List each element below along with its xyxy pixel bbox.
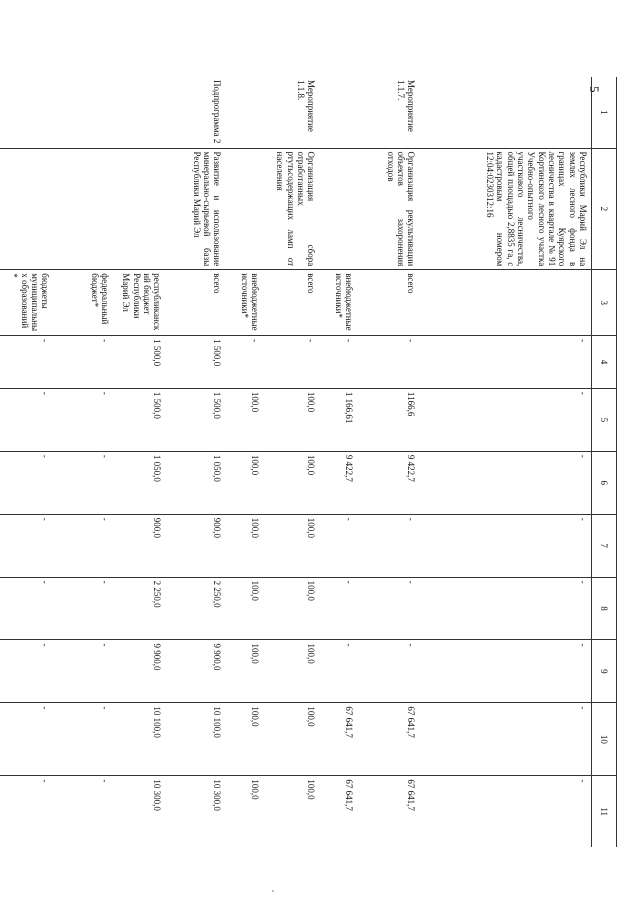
value-cell: 10 300,0 [152,779,163,811]
value-cell: 1 050,0 [114,451,166,514]
value-cell: 100,0 [264,388,320,451]
measure-name-cell: Организация сбора отработанных ртутьсодержащих ламп от населения [264,148,320,270]
value-cell: - [54,640,114,703]
value-cell: - [54,514,114,577]
value-cell: 1 500,0 [114,336,166,389]
value-cell: - [264,336,320,389]
value-cell: 1 500,0 [166,336,226,389]
value-cell: - [420,451,592,514]
table-row [358,77,420,847]
table-row [320,77,358,847]
table-row [226,77,264,847]
value-cell: - [100,779,111,783]
value-cell: - [0,577,54,640]
value-cell: 10 300,0 [212,779,223,811]
value-cell: 100,0 [226,577,264,640]
value-cell: - [420,336,592,389]
header-cell: 10 [592,703,617,776]
value-cell: - [54,388,114,451]
measure-name-cell [0,148,54,270]
value-cell: 1 500,0 [166,388,226,451]
value-cell: 100,0 [226,640,264,703]
value-cell: - [226,336,264,389]
value-cell: 67 641,7 [406,779,417,811]
header-cell: 11 [592,776,617,847]
header-cell: 1 [592,77,617,148]
value-cell: 100,0 [264,640,320,703]
header-cell: 3 [592,270,617,336]
value-cell: - [358,640,420,703]
measure-code-cell [54,77,114,148]
value-cell: 9 900,0 [166,640,226,703]
value-cell: - [420,514,592,577]
header-cell: 5 [592,388,617,451]
value-cell: - [420,577,592,640]
measure-code-cell [0,77,54,148]
header-cell: 2 [592,148,617,270]
measure-name-cell [54,148,114,270]
rotated-table-container [9,77,617,847]
funding-source-cell: внебюджетные источники* [320,270,358,336]
scan-speck [272,890,274,892]
funding-source-cell: всего [358,270,420,336]
funding-source-cell [420,270,592,336]
value-cell: 2 250,0 [166,577,226,640]
value-cell: - [54,703,114,776]
measure-name-cell: Развитие и использование минерально-сырьевой базы Республики Марий Эл [166,148,226,270]
value-cell: 100,0 [226,703,264,776]
value-cell: 67 641,7 [320,703,358,776]
table-row [0,77,54,847]
value-cell: - [420,388,592,451]
value-cell: 2 250,0 [114,577,166,640]
value-cell: - [40,779,51,783]
value-cell: 100,0 [306,779,317,800]
measure-code-cell: Подпрограмма 2 [166,77,226,148]
measure-code-cell [420,77,592,148]
measure-name-cell [226,148,264,270]
value-cell: 100,0 [226,451,264,514]
value-cell: 100,0 [226,514,264,577]
value-cell: - [0,336,54,389]
value-cell: - [320,640,358,703]
value-cell: 100,0 [264,703,320,776]
measure-name-cell: Организация рекультивации объектов захоронения отходов [358,148,420,270]
value-cell: 100,0 [264,577,320,640]
value-cell: 100,0 [264,514,320,577]
value-cell: - [420,703,592,776]
header-cell: 7 [592,514,617,577]
header-cell: 9 [592,640,617,703]
value-cell: 1166,6 [358,388,420,451]
measure-code-cell [320,77,358,148]
measure-code-cell [114,77,166,148]
page-number: 5 [587,86,602,93]
value-cell: 100,0 [250,779,261,800]
funding-source-cell: федеральный бюджет* [54,270,114,336]
value-cell: - [0,514,54,577]
header-cell: 4 [592,336,617,389]
header-cell: 6 [592,451,617,514]
value-cell: - [0,451,54,514]
value-cell: - [358,336,420,389]
value-cell: - [420,640,592,703]
value-cell: - [54,577,114,640]
funding-source-cell: республиканский бюджет Республики Марий Эл [114,270,166,336]
header-cell: 8 [592,577,617,640]
value-cell: 1 050,0 [166,451,226,514]
measure-code-cell: Мероприятие 1.1.8. [264,77,320,148]
table-row [420,77,592,847]
value-cell: 1 500,0 [114,388,166,451]
value-cell: 1 166,61 [320,388,358,451]
value-cell: 67 641,7 [344,779,355,811]
value-cell: - [358,514,420,577]
value-cell: 9 422,7 [320,451,358,514]
funding-table [0,77,617,847]
value-cell: - [320,514,358,577]
value-cell: 900,0 [166,514,226,577]
value-cell: - [358,577,420,640]
value-cell: 10 100,0 [114,703,166,776]
value-cell: 10 100,0 [166,703,226,776]
table-row [264,77,320,847]
value-cell: 9 422,7 [358,451,420,514]
funding-source-cell: всего [166,270,226,336]
value-cell: - [0,388,54,451]
funding-source-cell: бюджеты муниципальных образований * [0,270,54,336]
value-cell: 100,0 [226,388,264,451]
table-row [114,77,166,847]
measure-name-cell [320,148,358,270]
table-row [166,77,226,847]
value-cell: - [54,336,114,389]
value-cell: - [0,703,54,776]
value-cell: 9 900,0 [114,640,166,703]
value-cell: 67 641,7 [358,703,420,776]
funding-source-cell: всего [264,270,320,336]
measure-code-cell: Мероприятие 1.1.7. [358,77,420,148]
value-cell: - [320,336,358,389]
value-cell: - [0,640,54,703]
table-row [54,77,114,847]
funding-source-cell: внебюджетные источники* [226,270,264,336]
value-cell: 100,0 [264,451,320,514]
measure-code-cell [226,77,264,148]
value-cell: - [320,577,358,640]
measure-name-cell [114,148,166,270]
value-cell: 900,0 [114,514,166,577]
measure-name-cell: Республики Марий Эл на землях лесного фонда в границах Куярского лесничества в квартале № 91 Кортинского лесного участка Учебно-опытного участкового лесничества, общей площадью 2,8835 га, с кадастровым номером 12:04:0230312:16 [420,148,592,270]
value-cell: - [578,779,588,783]
table-header-row [592,77,617,847]
value-cell: - [54,451,114,514]
